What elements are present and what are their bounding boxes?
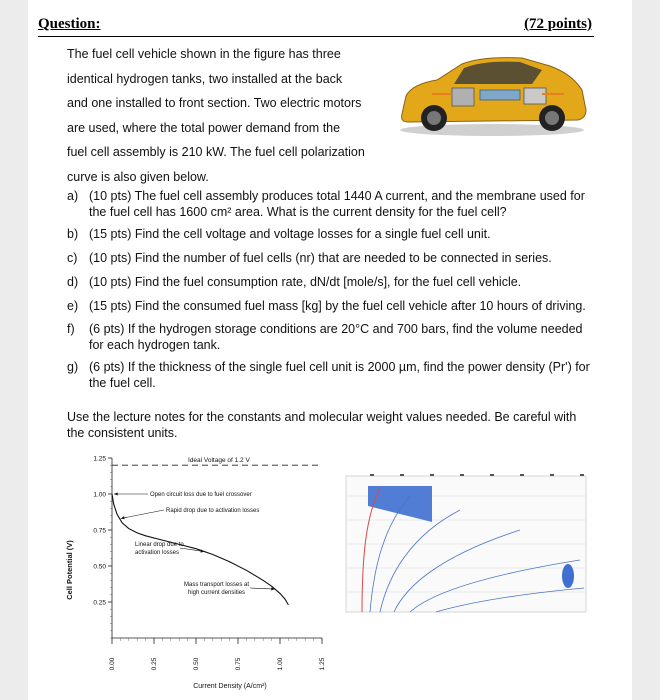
item-label: f) (67, 322, 75, 336)
fuel-cell-car-image (392, 44, 592, 139)
list-item (67, 298, 597, 321)
item-label: a) (67, 189, 79, 203)
curve-annotation: Open circuit loss due to fuel crossover (150, 492, 252, 498)
x-tick-label: 0.00 (109, 657, 116, 671)
y-tick-label: 0.75 (93, 527, 106, 535)
item-label: d) (67, 275, 79, 289)
y-tick-label: 1.00 (93, 491, 106, 499)
transport-arrow (250, 588, 275, 589)
y-tick-label: 1.25 (93, 455, 106, 463)
instructions-note: Use the lecture notes for the constants and molecular weight values needed. Be careful with the consistent units. (67, 410, 577, 440)
item-text: (10 pts) Find the number of fuel cells (nr) that are needed to be connected in series. (89, 251, 552, 265)
curve-annotation: Linear drop due to (135, 542, 184, 548)
intro-line: and one installed to front section. Two electric motors (67, 96, 362, 110)
curve-annotation: high current densities (188, 590, 246, 596)
y-axis-label: Cell Potential (V) (65, 540, 74, 600)
x-tick-label: 1.00 (277, 657, 284, 671)
y-tick-label: 0.25 (93, 599, 106, 607)
y-tick-label: 0.50 (93, 563, 106, 571)
intro-line: curve is also given below. (67, 169, 209, 184)
curve-annotation: activation losses (135, 550, 180, 556)
list-item (67, 321, 597, 359)
question-list (67, 188, 597, 393)
item-text: (15 pts) Find the consumed fuel mass [kg] by the fuel cell vehicle after 10 hours of driving. (89, 299, 586, 313)
polarization-curve-chart (60, 448, 335, 696)
intro-line: fuel cell assembly is 210 kW. The fuel cell polarization (67, 145, 365, 159)
item-label: e) (67, 299, 79, 313)
item-text: (6 pts) If the thickness of the single fuel cell unit is 2000 µm, find the power density (Pr') for the fuel cell. (89, 360, 590, 390)
x-tick-label: 0.50 (193, 657, 200, 671)
x-tick-label: 1.25 (319, 657, 326, 671)
x-tick-label: 0.25 (151, 657, 158, 671)
item-text: (6 pts) If the hydrogen storage conditions are 20°C and 700 bars, find the volume needed for each hydrogen tank. (89, 322, 583, 352)
intro-line: identical hydrogen tanks, two installed at the back (67, 71, 343, 86)
item-label: b) (67, 227, 79, 241)
points-label: (72 points) (524, 16, 592, 32)
list-item (67, 250, 597, 274)
hydrogen-density-chart (340, 466, 592, 626)
list-item (67, 359, 597, 393)
x-tick-label: 0.75 (235, 657, 242, 671)
item-label: c) (67, 251, 78, 265)
list-item (67, 188, 597, 226)
activation-arrow (121, 510, 164, 518)
item-text: (10 pts) The fuel cell assembly produces total 1440 A current, and the membrane used for the fuel cell has 1600 cm² area. What is the current density for the fuel cell? (89, 189, 585, 219)
question-header (38, 12, 594, 37)
item-label: g) (67, 360, 79, 374)
item-text: (10 pts) Find the fuel consumption rate, dN/dt [mole/s], for the fuel cell vehicle. (89, 275, 522, 289)
item-text: (15 pts) Find the cell voltage and voltage losses for a single fuel cell unit. (89, 227, 491, 241)
intro-line: The fuel cell vehicle shown in the figure has three (67, 47, 341, 61)
activation-arrow-head (121, 516, 125, 519)
list-item (67, 226, 597, 250)
list-item (67, 274, 597, 298)
open-circuit-arrow-head (114, 492, 118, 495)
curve-annotation: Ideal Voltage of 1.2 V (188, 457, 250, 464)
curve-annotation: Rapid drop due to activation losses (166, 508, 260, 514)
question-title: Question: (38, 16, 101, 32)
intro-line: are used, where the total power demand from the (67, 120, 341, 135)
intro-paragraph (67, 42, 387, 189)
curve-annotation: Mass transport losses at (184, 582, 250, 588)
x-axis-label: Current Density (A/cm²) (193, 683, 267, 690)
